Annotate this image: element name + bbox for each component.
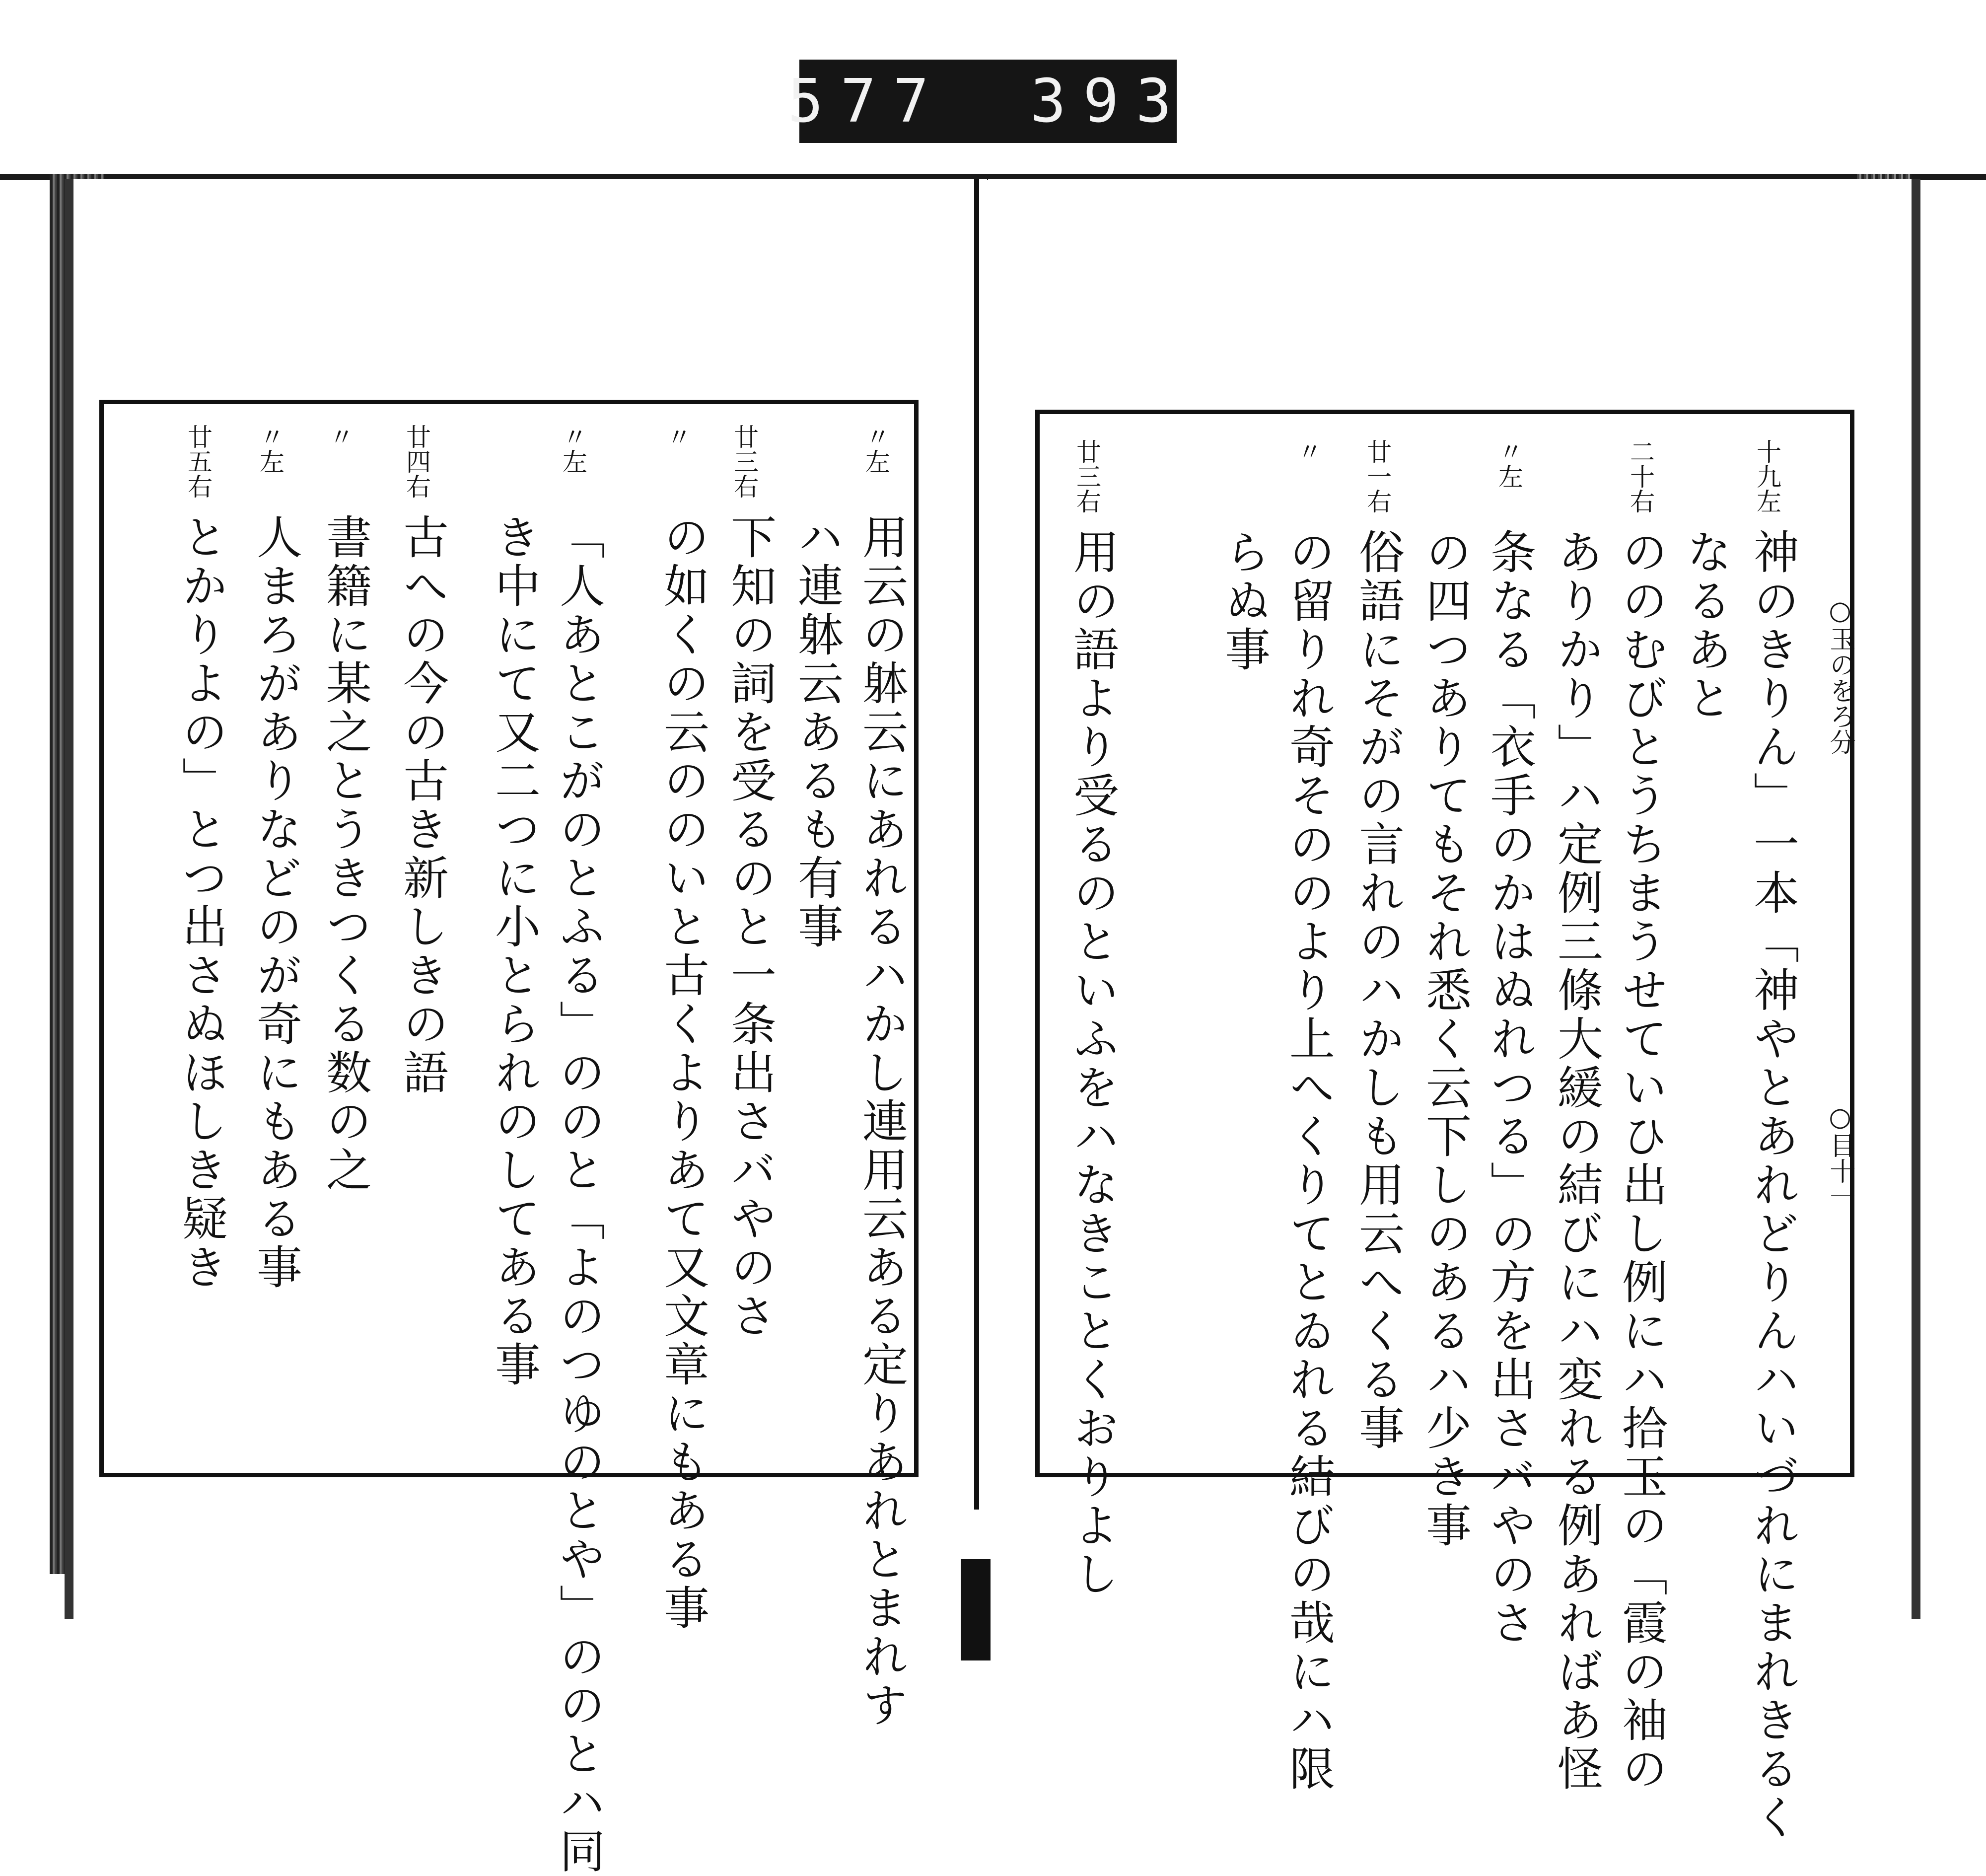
catalog-number-right: 393	[1030, 67, 1189, 136]
entry-tag: 〃左	[1494, 439, 1523, 489]
entry-tag: 廿五右	[184, 424, 213, 499]
text-column: 書籍に某之とうきつくる数の之	[319, 513, 372, 1195]
text-column: ハ連躰云あるも有事	[790, 513, 844, 951]
left-text-frame	[99, 400, 919, 1876]
text-column: とかりよの」とつ出さぬほしき疑き	[175, 513, 228, 1292]
text-column: 古への今の古き新しきの語	[396, 513, 449, 1097]
text-column: ありかり」ハ定例三條大緩の結びにハ変れる例あればあ怪	[1550, 528, 1603, 1794]
entry-tag: 廿一右	[1363, 439, 1392, 513]
text-column: の四つありてもそれ悉く云下しのあるハ少き事	[1419, 528, 1472, 1550]
text-column: の留りれ奇そののより上へくりてとゐれる結びの哉にハ限	[1282, 528, 1335, 1794]
text-column: 人まろがありなどのが奇にもある事	[249, 513, 302, 1292]
text-column: らぬ事	[1217, 528, 1271, 674]
entry-tag: 〃左	[559, 424, 587, 474]
entry-tag: 十九左	[1753, 439, 1781, 513]
text-column: 神のきりん」一本「神やとあれどりんハいづれにまれきるく	[1746, 528, 1799, 1842]
entry-tag: 廿四右	[402, 424, 431, 499]
text-column: 条なる「衣手のかはぬれつる」の方を出さバやのさ	[1483, 528, 1536, 1648]
text-column: の如くの云ののいと古くよりあて又文章にもある事	[656, 513, 709, 1633]
entry-tag: 〃	[663, 424, 692, 449]
spine-tab	[961, 1559, 991, 1660]
catalog-number-label	[787, 60, 1189, 143]
text-column: 「人あとこがのとふる」ののと「よのつゆのとや」ののとハ同	[552, 513, 605, 1876]
text-column: 用云の躰云にあれるハかし連用云ある定りあれとまれす	[855, 513, 908, 1730]
text-column: き中にて又二つに小とられのしてある事	[488, 513, 541, 1389]
text-column: ののむびとうちまうせていひ出し例にハ拾玉の「霞の袖の	[1615, 528, 1668, 1794]
entry-tag: 〃	[325, 424, 354, 449]
entry-tag: 〃	[1293, 439, 1322, 464]
entry-tag: 〃左	[256, 424, 284, 474]
catalog-number-left: 577	[787, 67, 946, 136]
text-column: 下知の詞を受るのと一条出さバやのさ	[723, 513, 777, 1341]
right-text-frame	[1035, 410, 1854, 1842]
right-margin-footer: ○目十一	[1825, 1102, 1855, 1210]
book-spine	[974, 179, 979, 1510]
right-margin-header: ○玉のをろ分	[1825, 596, 1855, 755]
entry-tag: 廿三右	[1072, 439, 1101, 513]
entry-tag: 廿三右	[730, 424, 759, 499]
entry-tag: 〃左	[861, 424, 890, 474]
text-column: なるあと	[1679, 528, 1732, 723]
text-column: 用の語より受るのといふをハなきことくおりよし	[1066, 528, 1119, 1599]
entry-tag: 二十右	[1626, 439, 1655, 513]
text-column: 俗語にそがの言れのハかしも用云へくる事	[1351, 528, 1405, 1453]
